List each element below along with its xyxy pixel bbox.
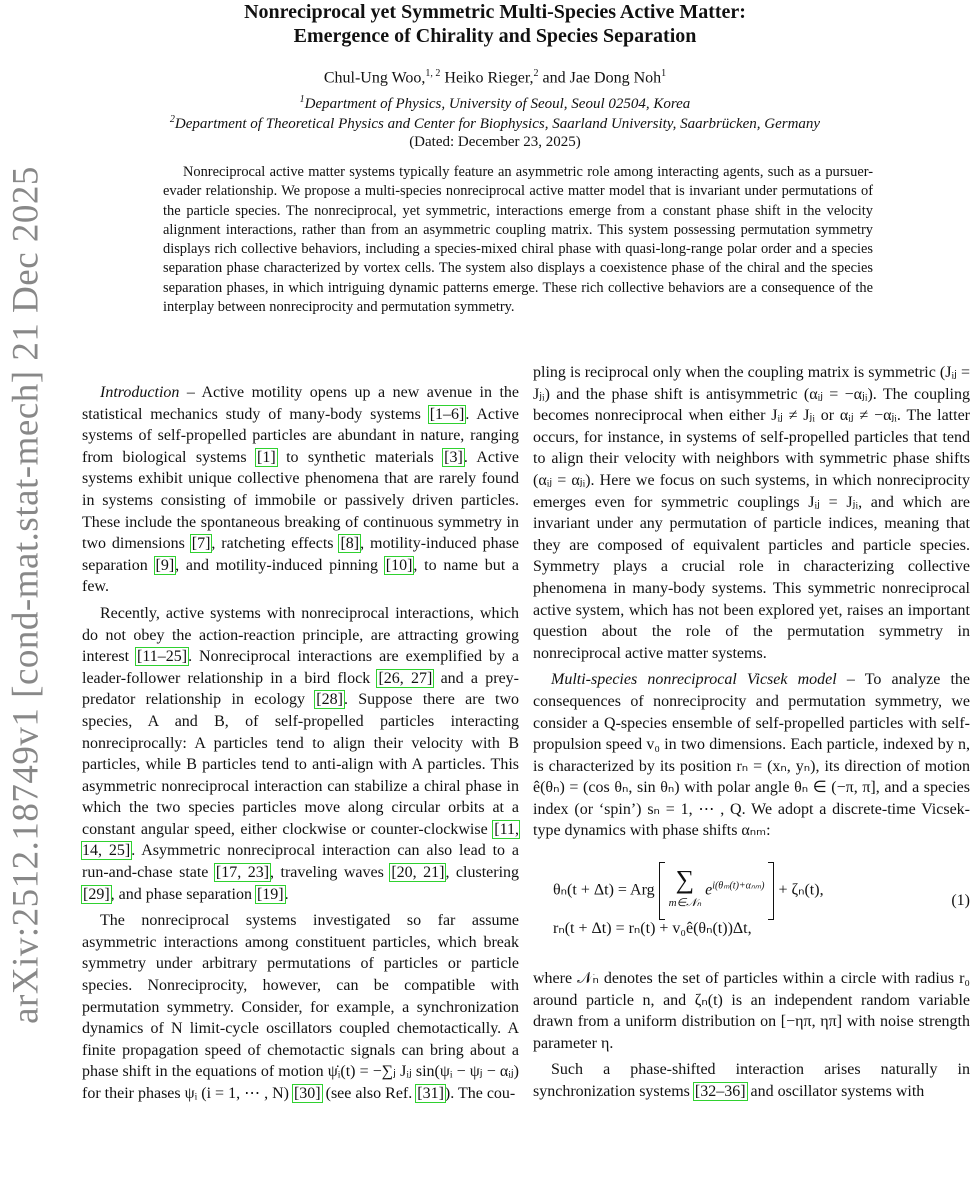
paragraph-symmetry: The nonreciprocal systems investigated so far assume asymmetric interactions among constituent particles, which break symmetry under arbitrary permutations of particles or particle species. Nonreciprocity, however, can be compatible with permutation symmetry. Consider, for example, a synchronization dynamics of N limit-cycle oscillators coupled chemotactically. A finite propagation speed of chemotactic signals can bring about a phase shift in the equations of motion ψ̇ᵢ(t) = −∑ⱼ Jᵢⱼ sin(ψᵢ − ψⱼ − αᵢⱼ) for their phases ψᵢ (i = 1, ⋯ , N) [30] (see also Ref. [31]). The cou- [82, 912, 519, 1102]
citation-link[interactable]: [17, 23] [215, 864, 270, 882]
affiliation-2: $^2$Department of Theoretical Physics and Center for Biophysics, Saarland University, Saarbrücken, Germany [169, 114, 821, 132]
paragraph-introduction: Introduction – Active motility opens up a new avenue in the statistical mechanics study of many-body systems [1–6]. Active systems of self-propelled particles are abundant in nature, ranging from biological systems [1] to synthetic materials [3]. Active systems exhibit unique collective phenomena that are rarely found in systems consisting of immobile or passively driven particles. These include the spontaneous breaking of continuous symmetry in two dimensions [7], ratcheting effects [8], motility-induced phase separation [9], and motility-induced pinning [10], to name but a few. [82, 384, 520, 596]
citation-link[interactable]: [7] [191, 535, 211, 553]
abstract: Nonreciprocal active matter systems typically feature an asymmetric role among interacting agents, such as a pursuer-evader relationship. We propose a multi-species nonreciprocal active matter model that is invariant under permutations of the particle species. The nonreciprocal, yet symmetric, interactions emerge from a constant phase shift in the velocity alignment interactions, rather than from an asymmetric coupling matrix. This system possessing permutation symmetry displays rich collective behaviors, including a species-mixed chiral phase with quasi-long-range polar order and a species separation phase characterized by vortex cells. The system also displays a coexistence phase of the chiral and the species separation phases, in which intriguing dynamic patterns emerge. These rich collective behaviors are a consequence of the interplay between nonreciprocity and permutation symmetry. [163, 164, 873, 316]
citation-link[interactable]: [8] [340, 535, 360, 553]
right-column [533, 362, 970, 1108]
citation-link[interactable]: [9] [155, 556, 175, 574]
citation-link[interactable]: [11–25] [137, 648, 188, 666]
citation-link[interactable]: [30] [293, 1085, 321, 1102]
citation-link[interactable]: [32–36] [694, 1083, 746, 1101]
paragraph-continued: pling is reciprocal only when the coupling matrix is symmetric (Jᵢⱼ = Jⱼᵢ) and the phase shift is antisymmetric (αᵢⱼ = −αⱼᵢ). The coupling becomes nonreciprocal when either Jᵢⱼ ≠ Jⱼᵢ or αᵢⱼ ≠ −αⱼᵢ. The latter occurs, for instance, in systems of self-propelled particles that tend to align their velocity with neighbors with symmetric phase shifts (αᵢⱼ = αⱼᵢ). Here we focus on such systems, in which nonreciprocity emerges even for symmetric couplings Jᵢⱼ = Jⱼᵢ, and which are invariant under any permutation of particle indices, meaning that they are composed of equivalent particles and particle species. Symmetry plays a crucial role in characterizing collective phenomena in many-body systems. This symmetric nonreciprocal active system, which has not been explored yet, raises an important question about the role of the permutation symmetry in nonreciprocal active matter systems. [533, 364, 970, 662]
paper-title: Nonreciprocal yet Symmetric Multi-Species Active Matter: Emergence of Chirality and Species Separation [244, 1, 746, 47]
equation-1 [533, 848, 970, 960]
citation-link[interactable]: [29] [83, 885, 110, 903]
citation-link[interactable]: [3] [444, 448, 463, 466]
citation-link[interactable]: [11, 14, 25] [82, 820, 519, 860]
date-line: (Dated: December 23, 2025) [409, 134, 581, 150]
author-list: Chul-Ung Woo,$^{1, 2}$ Heiko Rieger,$^2$ and Jae Dong Noh$^1$ [323, 68, 667, 87]
paragraph-phase-shift: Such a phase-shifted interaction arises naturally in synchronization systems [32–36] and oscillator systems with [533, 1061, 970, 1101]
citation-link[interactable]: [26, 27] [378, 669, 433, 687]
paragraph-nonreciprocal: Recently, active systems with nonreciprocal interactions, which do not obey the action-reaction principle, are attracting growing interest [11–25]. Nonreciprocal interactions are exemplified by a leader-follower relationship in a bird flock [26, 27] and a prey-predator relationship in ecology [28]. Suppose there are two species, A and B, of self-propelled particles interacting nonreciprocally: A particles tend to align their velocity with B particles, while B particles tend to anti-align with A particles. This asymmetric nonreciprocal interaction can stabilize a chiral phase in which the two species particles move along circular orbits at a constant angular speed, either clockwise or counter-clockwise [11, 14, 25]. Asymmetric nonreciprocal interaction can also lead to a run-and-chase state [17, 23], traveling waves [20, 21], clustering [29], and phase separation [19]. [82, 604, 520, 903]
affiliation-1: $^1$Department of Physics, University of Seoul, Seoul 02504, Korea [299, 94, 691, 112]
citation-link[interactable]: [1–6] [429, 405, 465, 423]
paragraph-neighbors: where 𝒩ₙ denotes the set of particles within a circle with radius r₀ around particle n, and ζₙ(t) is an independent random variable drawn from a uniform distribution on [−ηπ, ηπ] with noise strength parameter η. [533, 970, 970, 1052]
citation-link[interactable]: [28] [316, 691, 343, 709]
citation-link[interactable]: [31] [417, 1085, 444, 1102]
citation-link[interactable]: [1] [257, 448, 276, 466]
left-column [82, 382, 519, 1110]
citation-link[interactable]: [10] [385, 556, 413, 574]
equation-line-position: rₙ(t + Δt) = rₙ(t) + v₀ê(θₙ(t))Δt, [553, 920, 752, 938]
arxiv-side-label: arXiv:2512.18749v1 [cond-mat.stat-mech] 21 Dec 2025 [5, 166, 47, 1024]
paragraph-model: Multi-species nonreciprocal Vicsek model – To analyze the consequences of nonreciprocity and permutation symmetry, we consider a Q-species ensemble of self-propelled particles with self-propulsion speed v₀ in two dimensions. Each particle, indexed by n, is characterized by its position rₙ = (xₙ, yₙ), its direction of motion ê(θₙ) = (cos θₙ, sin θₙ) with polar angle θₙ ∈ (−π, π], and a species index (or ‘spin’) sₙ = 1, ⋯ , Q. We adopt a discrete-time Vicsek-type dynamics with phase shifts αₙₘ: [533, 671, 970, 840]
equation-line-theta: θₙ(t + Δt) = Arg ∑ m∈𝒩ₙ $e^{i(\theta_m(t)+\alpha_{nm})} + \zeta_n(t)$, [553, 862, 824, 920]
citation-link[interactable]: [19] [256, 885, 284, 903]
equation-number: (1) [951, 892, 970, 910]
citation-link[interactable]: [20, 21] [391, 864, 445, 882]
